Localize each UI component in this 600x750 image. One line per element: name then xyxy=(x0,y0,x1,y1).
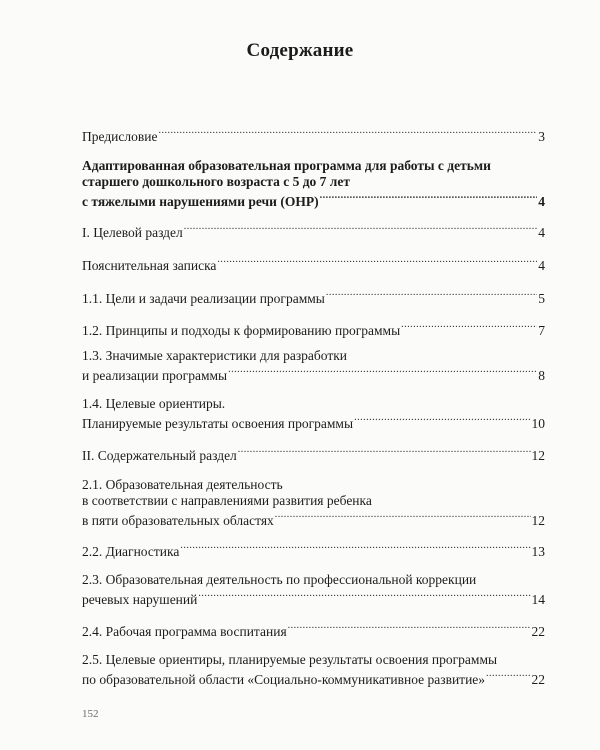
toc-page-number: 10 xyxy=(531,416,545,431)
toc-entry[interactable] xyxy=(82,319,545,339)
toc-entry-last-line xyxy=(82,588,545,608)
toc-entry-last-line xyxy=(82,412,545,432)
dot-leader xyxy=(238,444,531,460)
toc-entry-line: речевых нарушений xyxy=(82,592,198,607)
toc-entry[interactable] xyxy=(82,620,545,640)
toc-entry[interactable] xyxy=(82,221,545,241)
toc-page-number: 13 xyxy=(531,544,545,559)
toc-entry[interactable] xyxy=(82,254,545,274)
dot-leader xyxy=(354,412,530,428)
toc-page-number: 8 xyxy=(538,368,545,383)
page-number: 152 xyxy=(82,708,99,720)
toc-entry-last-line xyxy=(82,364,545,384)
toc-entry-line: 2.3. Образовательная деятельность по профессиональной коррекции xyxy=(82,572,477,587)
toc-page-number: 22 xyxy=(531,624,545,639)
dot-leader xyxy=(401,319,537,335)
dot-leader xyxy=(288,620,531,636)
dot-leader xyxy=(158,125,537,141)
toc-page-number: 22 xyxy=(531,672,545,687)
toc-entry-line: в пяти образовательных областях xyxy=(82,513,274,528)
toc-entry[interactable] xyxy=(82,444,545,464)
toc-entry-line: и реализации программы xyxy=(82,368,228,383)
toc-page-number: 7 xyxy=(538,323,545,338)
toc-entry[interactable] xyxy=(82,287,545,307)
page-title: Содержание xyxy=(246,40,354,61)
toc-page-number: 5 xyxy=(538,291,545,306)
toc-entry[interactable] xyxy=(82,652,545,688)
toc-entry-line: старшего дошкольного возраста с 5 до 7 лет xyxy=(82,174,350,189)
toc-entry-line: Пояснительная записка xyxy=(82,258,217,273)
toc-page-number: 4 xyxy=(538,194,545,209)
toc-entry[interactable] xyxy=(82,158,545,210)
toc-entry-line: 2.1. Образовательная деятельность xyxy=(82,477,283,492)
toc-entry-last-line xyxy=(82,540,545,560)
toc-entry[interactable] xyxy=(82,572,545,608)
toc-entry-line: I. Целевой раздел xyxy=(82,225,183,240)
toc-entry-last-line xyxy=(82,509,545,529)
toc-entry-last-line xyxy=(82,190,545,210)
toc-entry-line: 2.2. Диагностика xyxy=(82,544,180,559)
toc-entry[interactable] xyxy=(82,125,545,145)
dot-leader xyxy=(228,364,537,380)
toc-page-number: 4 xyxy=(538,258,545,273)
dot-leader xyxy=(180,540,530,556)
toc-entry-line: 1.3. Значимые характеристики для разработки xyxy=(82,348,348,363)
toc-entry-line: 1.4. Целевые ориентиры. xyxy=(82,396,226,411)
toc-entry-line: 2.5. Целевые ориентиры, планируемые результаты освоения программы xyxy=(82,652,498,667)
toc-entry-line: Планируемые результаты освоения программы xyxy=(82,416,354,431)
toc-entry-line: Адаптированная образовательная программа для работы с детьми xyxy=(82,158,491,173)
toc-page-number: 12 xyxy=(531,448,545,463)
dot-leader xyxy=(326,287,537,303)
dot-leader xyxy=(217,254,537,270)
toc-entry-last-line xyxy=(82,221,545,241)
toc-entry-last-line xyxy=(82,668,545,688)
toc-entry-line: 1.1. Цели и задачи реализации программы xyxy=(82,291,325,306)
toc-entry-last-line xyxy=(82,620,545,640)
dot-leader xyxy=(184,221,537,237)
dot-leader xyxy=(486,668,530,684)
toc-entry-line: по образовательной области «Социально-коммуникативное развитие» xyxy=(82,672,486,687)
toc-page-number: 4 xyxy=(538,225,545,240)
toc-entry-line: 2.4. Рабочая программа воспитания xyxy=(82,624,287,639)
toc-entry[interactable] xyxy=(82,477,545,529)
toc-entry[interactable] xyxy=(82,348,545,384)
dot-leader xyxy=(275,509,531,525)
dot-leader xyxy=(198,588,530,604)
toc-page-number: 14 xyxy=(531,592,545,607)
toc-entry-last-line xyxy=(82,287,545,307)
toc-entry[interactable] xyxy=(82,540,545,560)
toc-page-number: 3 xyxy=(538,129,545,144)
toc-entry[interactable] xyxy=(82,396,545,432)
toc-entry-line: Предисловие xyxy=(82,129,158,144)
dot-leader xyxy=(320,190,538,206)
toc-entry-line: 1.2. Принципы и подходы к формированию программы xyxy=(82,323,401,338)
toc-entry-last-line xyxy=(82,254,545,274)
toc-entry-line: в соответствии с направлениями развития ребенка xyxy=(82,493,372,508)
toc-entry-line: с тяжелыми нарушениями речи (ОНР) xyxy=(82,194,319,209)
toc-entry-last-line xyxy=(82,125,545,145)
toc-entry-last-line xyxy=(82,444,545,464)
toc-page-number: 12 xyxy=(531,513,545,528)
toc-entry-last-line xyxy=(82,319,545,339)
toc-entry-line: II. Содержательный раздел xyxy=(82,448,237,463)
